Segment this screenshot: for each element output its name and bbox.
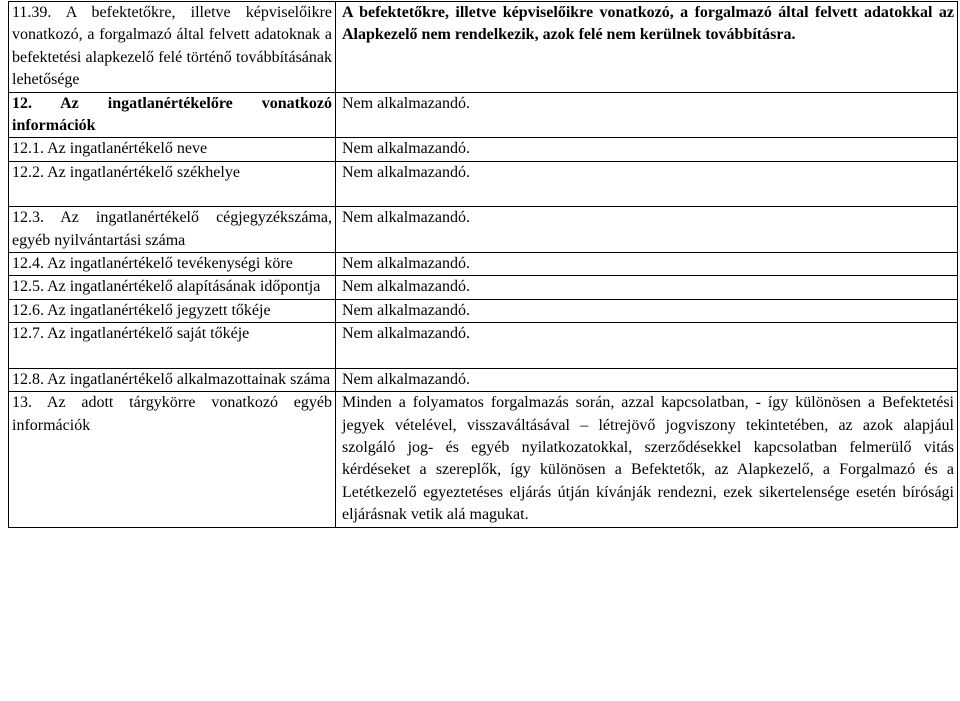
- table-row: [9, 368, 958, 391]
- row-value: A befektetőkre, illetve képviselőikre vonatkozó, a forgalmazó által felvett adatokkal az Alapkezelő nem rendelkezik, azok felé nem kerülnek továbbításra.: [336, 2, 958, 93]
- row-spacer: [12, 346, 332, 368]
- info-table: [8, 1, 958, 528]
- row-label-text: 12.7. Az ingatlanértékelő saját tőkéje: [12, 325, 250, 343]
- row-value: Nem alkalmazandó.: [336, 299, 958, 322]
- row-value: Nem alkalmazandó.: [336, 368, 958, 391]
- row-label: 12.3. Az ingatlanértékelő cégjegyzékszáma, egyéb nyilvántartási száma: [9, 207, 336, 253]
- row-label: 11.39. A befektetőkre, illetve képviselőikre vonatkozó, a forgalmazó által felvett adatoknak a befektetési alapkezelő felé történő továbbításának lehetősége: [9, 2, 336, 93]
- table-row: [9, 92, 958, 138]
- row-label: 12.5. Az ingatlanértékelő alapításának időpontja: [9, 276, 336, 299]
- table-row: [9, 2, 958, 93]
- table-row: [9, 392, 958, 527]
- table-row: [9, 253, 958, 276]
- table-row: [9, 323, 958, 368]
- row-label: 12.8. Az ingatlanértékelő alkalmazottainak száma: [9, 368, 336, 391]
- row-label: 13. Az adott tárgykörre vonatkozó egyéb információk: [9, 392, 336, 527]
- row-value: Nem alkalmazandó.: [336, 92, 958, 138]
- row-spacer: [12, 184, 332, 206]
- row-value: Nem alkalmazandó.: [336, 276, 958, 299]
- row-value: Nem alkalmazandó.: [336, 138, 958, 161]
- table-row: [9, 161, 958, 206]
- section-heading: 12. Az ingatlanértékelőre vonatkozó információk: [9, 92, 336, 138]
- row-value: Nem alkalmazandó.: [336, 323, 958, 368]
- table-row: [9, 276, 958, 299]
- row-label: 12.1. Az ingatlanértékelő neve: [9, 138, 336, 161]
- row-value: Minden a folyamatos forgalmazás során, azzal kapcsolatban, - így különösen a Befektetési jegyek vételével, visszaváltásával – létrejövő jogviszony tekintetében, az azok alapjául szolgáló jog- és egyéb nyilatkozatokkal, szerződésekkel kapcsolatban felmerülő vitás kérdéseket a szereplők, így különösen a Befektetők, az Alapkezelő, a Forgalmazó és a Letétkezelő egyeztetéses eljárás útján kívánják rendezni, ezek sikertelensége esetén bírósági eljárásnak vetik alá magukat.: [336, 392, 958, 527]
- table-row: [9, 138, 958, 161]
- table-row: [9, 207, 958, 253]
- row-label: [9, 161, 336, 206]
- row-label: 12.6. Az ingatlanértékelő jegyzett tőkéje: [9, 299, 336, 322]
- row-label: 12.4. Az ingatlanértékelő tevékenységi köre: [9, 253, 336, 276]
- row-label-text: 12.2. Az ingatlanértékelő székhelye: [12, 163, 240, 181]
- row-value: Nem alkalmazandó.: [336, 161, 958, 206]
- row-value: Nem alkalmazandó.: [336, 253, 958, 276]
- row-value: Nem alkalmazandó.: [336, 207, 958, 253]
- table-row: [9, 299, 958, 322]
- row-label: [9, 323, 336, 368]
